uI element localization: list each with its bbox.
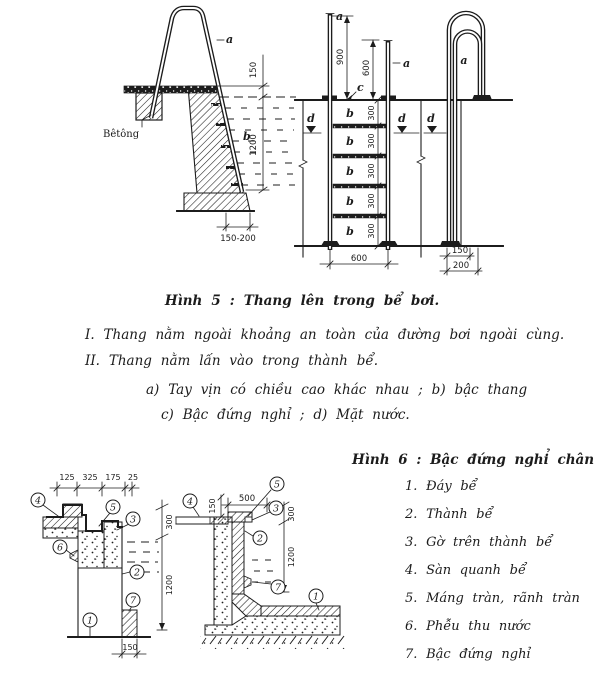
- svg-text:150: 150: [122, 643, 138, 652]
- coving: [232, 594, 261, 616]
- rail-label-top: a: [336, 10, 344, 23]
- figure5-note-4: c) Bậc đứng nghỉ ; d) Mặt nước.: [161, 407, 410, 423]
- svg-text:25: 25: [127, 473, 139, 482]
- figure5-caption: Hình 5 : Thang lên trong bể bơi.: [164, 293, 440, 309]
- list-item: 6. Phễu thu nước: [405, 619, 531, 634]
- rest-step-notch: [244, 576, 251, 588]
- rail-foot: [321, 241, 340, 246]
- wall-base-section: [184, 193, 250, 211]
- figure6-detail-left: [31, 473, 174, 658]
- floor-lining: [261, 606, 340, 616]
- section-break-lines: [299, 100, 425, 257]
- dim-300-chain: [367, 97, 381, 249]
- svg-text:2: 2: [256, 533, 264, 545]
- svg-text:300: 300: [367, 133, 376, 149]
- svg-text:d: d: [307, 112, 315, 125]
- svg-text:150-200: 150-200: [220, 234, 256, 244]
- handrail-label: a: [226, 33, 234, 46]
- svg-text:300: 300: [367, 223, 376, 239]
- svg-text:300: 300: [367, 105, 376, 121]
- svg-text:3: 3: [272, 503, 280, 515]
- rail-foot: [379, 241, 398, 246]
- svg-text:b: b: [346, 165, 354, 178]
- svg-text:b: b: [346, 225, 354, 238]
- svg-text:b: b: [346, 135, 354, 148]
- deck-slab-hatch: [43, 517, 78, 528]
- concrete-label: Bêtông: [103, 129, 140, 140]
- dim-600-rail: [362, 40, 379, 99]
- dim-step-150: [112, 639, 146, 658]
- top-step-label: c: [357, 81, 364, 94]
- dim-right-chain: [279, 502, 296, 592]
- svg-text:1200: 1200: [249, 134, 259, 156]
- wall-concrete-column: [214, 517, 232, 625]
- dim-chain-top: [50, 473, 139, 496]
- figure5-drawing: [0, 0, 604, 292]
- svg-text:1200: 1200: [165, 574, 174, 596]
- svg-text:b: b: [346, 195, 354, 208]
- water-symbol: [252, 560, 276, 582]
- svg-text:1: 1: [86, 615, 94, 627]
- figure5-note-1: I. Thang nằm ngoài khoảng an toàn của đường bơi ngoài cùng.: [85, 327, 565, 343]
- dim-600-width: [320, 249, 398, 269]
- rail-label-right: a: [403, 57, 411, 70]
- svg-text:d: d: [427, 112, 435, 125]
- svg-text:500: 500: [238, 494, 256, 504]
- svg-text:600: 600: [350, 254, 368, 264]
- list-item: 7. Bậc đứng nghỉ: [405, 647, 531, 662]
- svg-text:900: 900: [336, 48, 346, 66]
- svg-text:325: 325: [82, 473, 98, 482]
- figure5-note-2: II. Thang nằm lấn vào trong thành bể.: [85, 353, 378, 369]
- svg-text:300: 300: [165, 514, 174, 530]
- svg-text:175: 175: [105, 473, 121, 482]
- svg-text:4: 4: [34, 495, 42, 507]
- list-item: 5. Máng tràn, rãnh tràn: [405, 591, 580, 606]
- figure5-note-3: a) Tay vịn có chiều cao khác nhau ; b) bậc thang: [146, 382, 528, 398]
- svg-text:200: 200: [452, 261, 470, 271]
- dim-900: [332, 16, 353, 99]
- svg-text:150: 150: [208, 498, 217, 514]
- svg-text:7: 7: [274, 582, 282, 594]
- svg-text:4: 4: [186, 496, 194, 508]
- svg-text:150: 150: [451, 246, 469, 256]
- hoop-label: a: [460, 54, 468, 67]
- list-item: 2. Thành bể: [405, 507, 493, 522]
- step-label: b: [243, 130, 251, 143]
- svg-text:3: 3: [129, 514, 137, 526]
- svg-text:600: 600: [362, 59, 372, 77]
- dim-right-chain: [156, 500, 174, 630]
- figure6-list: [405, 479, 580, 675]
- svg-text:300: 300: [287, 506, 296, 522]
- subgrade-hatch: [200, 635, 345, 649]
- svg-text:300: 300: [367, 193, 376, 209]
- svg-text:b: b: [346, 107, 354, 120]
- svg-text:125: 125: [59, 473, 75, 482]
- svg-text:5: 5: [273, 479, 281, 491]
- svg-text:1200: 1200: [287, 546, 296, 568]
- pool-wall-section: [188, 86, 243, 193]
- dim-150-200: [440, 246, 482, 275]
- svg-text:2: 2: [133, 567, 141, 579]
- svg-text:6: 6: [56, 542, 64, 554]
- svg-text:d: d: [398, 112, 406, 125]
- rest-step: [122, 610, 137, 637]
- svg-text:5: 5: [109, 502, 117, 514]
- wall-lining: [232, 522, 244, 594]
- figure5-side-view: [103, 8, 296, 244]
- cap-lip-notch: [245, 517, 252, 522]
- figure5-front-view: [295, 10, 512, 275]
- deck-slab-concrete: [43, 528, 78, 538]
- list-item: 3. Gờ trên thành bể: [405, 535, 553, 550]
- figure6-detail-right: [176, 477, 345, 649]
- deck-band: [124, 86, 217, 93]
- dim-slab-150: [208, 494, 224, 520]
- hoop-handrail: [440, 13, 492, 246]
- list-item: 4. Sàn quanh bể: [405, 563, 526, 578]
- figure6-caption: Hình 6 : Bậc đứng nghỉ chân: [352, 452, 595, 468]
- svg-text:1: 1: [312, 591, 320, 603]
- svg-text:7: 7: [129, 595, 137, 607]
- svg-text:300: 300: [367, 163, 376, 179]
- list-item: 1. Đáy bể: [405, 479, 477, 494]
- gutter-concrete-a: [78, 531, 104, 568]
- svg-text:150: 150: [249, 61, 259, 79]
